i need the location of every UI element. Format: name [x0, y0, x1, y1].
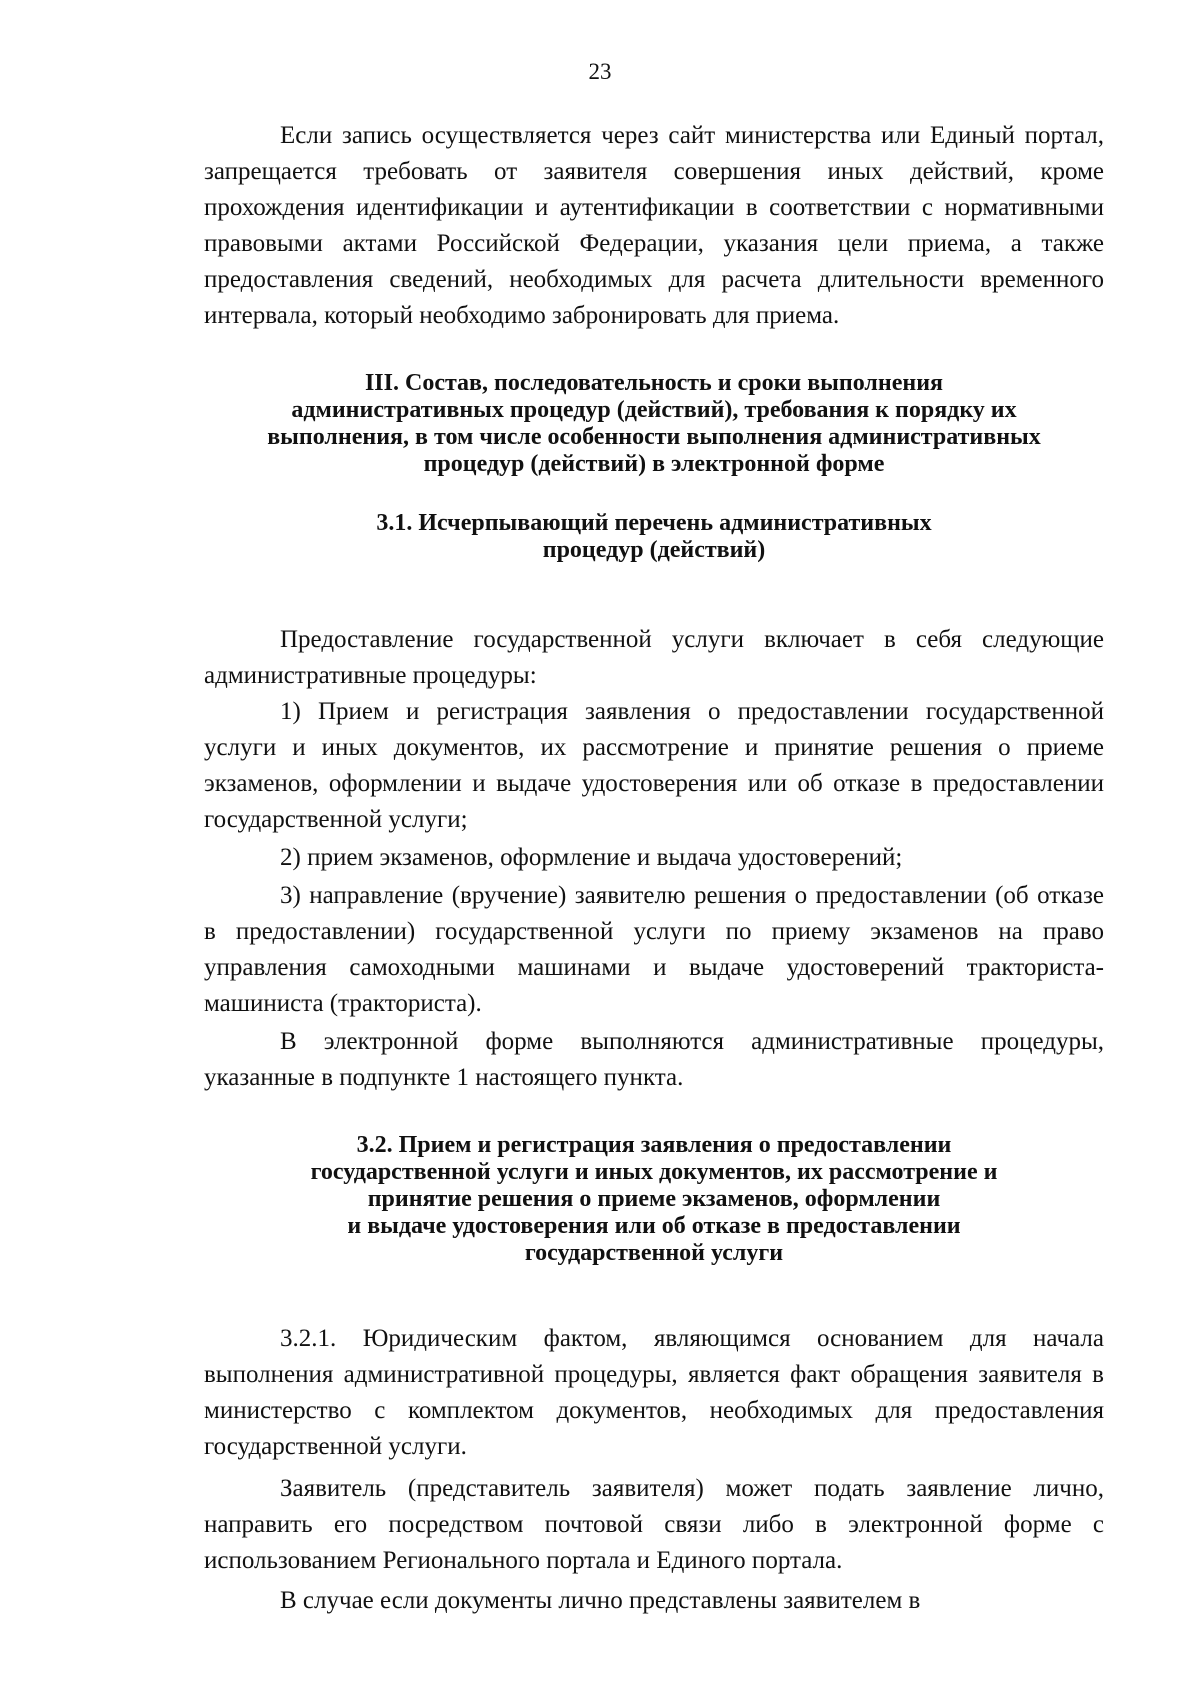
section-3-title-line: выполнения, в том числе особенности выполнения административных — [267, 424, 1041, 450]
section-3-2-paragraph: В случае если документы лично представлены заявителем в — [280, 1587, 921, 1614]
section-3-1-heading — [204, 510, 1104, 564]
spacer — [204, 1267, 1104, 1321]
section-3-2-title-line: государственной услуги — [524, 1240, 784, 1266]
section-3-1-closing: В электронной форме выполняются административные процедуры, указанные в подпункте 1 настоящего пункта. — [204, 1028, 1104, 1091]
procedure-list-item: 2) прием экзаменов, оформление и выдача удостоверений; — [280, 844, 903, 871]
section-3-2-title-line: государственной услуги и иных документов, их рассмотрение и — [310, 1159, 998, 1185]
section-3-2-title-line: 3.2. Прием и регистрация заявления о предоставлении — [356, 1132, 952, 1158]
section-3-1-title-line: процедур (действий) — [542, 537, 766, 563]
procedure-list-item: 3) направление (вручение) заявителю решения о предоставлении (об отказе в предоставлении) государственной услуги по приему экзаменов на право управления самоходными машинами и выдаче удостоверений тракториста-машиниста (тракториста). — [204, 882, 1104, 1017]
section-3-title-line: административных процедур (действий), требования к порядку их — [291, 397, 1017, 423]
spacer — [204, 478, 1104, 510]
section-3-2-title-line: и выдаче удостоверения или об отказе в предоставлении — [347, 1213, 961, 1239]
section-3-1-lead: Предоставление государственной услуги включает в себя следующие административные процедуры: — [204, 626, 1104, 689]
procedure-list-item: 1) Прием и регистрация заявления о предоставлении государственной услуги и иных документов, их рассмотрение и принятие решения о приеме экзаменов, оформлении и выдаче удостоверения или об отказе в предоставлении государственной услуги; — [204, 698, 1104, 833]
section-3-heading — [204, 370, 1104, 478]
section-3-2-heading — [204, 1132, 1104, 1267]
section-3-1-title-line: 3.1. Исчерпывающий перечень административных — [376, 510, 932, 536]
section-3-2-title-line: принятие решения о приеме экзаменов, оформлении — [367, 1186, 941, 1212]
spacer — [204, 1096, 1104, 1132]
section-3-title-line: процедур (действий) в электронной форме — [423, 451, 885, 477]
section-3-2-paragraph: Заявитель (представитель заявителя) может подать заявление лично, направить его посредством почтовой связи либо в электронной форме с использованием Регионального портала и Единого портала. — [204, 1475, 1104, 1574]
section-3-2-paragraph: 3.2.1. Юридическим фактом, являющимся основанием для начала выполнения административной процедуры, является факт обращения заявителя в министерство с комплектом документов, необходимых для предоставления государственной услуги. — [204, 1325, 1104, 1460]
document-body — [204, 118, 1104, 1619]
section-3-title-line: III. Состав, последовательность и сроки выполнения — [364, 370, 944, 396]
intro-paragraph: Если запись осуществляется через сайт министерства или Единый портал, запрещается требовать от заявителя совершения иных действий, кроме прохождения идентификации и аутентификации в соответствии с нормативными правовыми актами Российской Федерации, указания цели приема, а также предоставления сведений, необходимых для расчета длительности временного интервала, который необходимо забронировать для приема. — [204, 122, 1104, 329]
spacer — [204, 564, 1104, 622]
spacer — [204, 334, 1104, 370]
page-number: 23 — [588, 59, 612, 84]
